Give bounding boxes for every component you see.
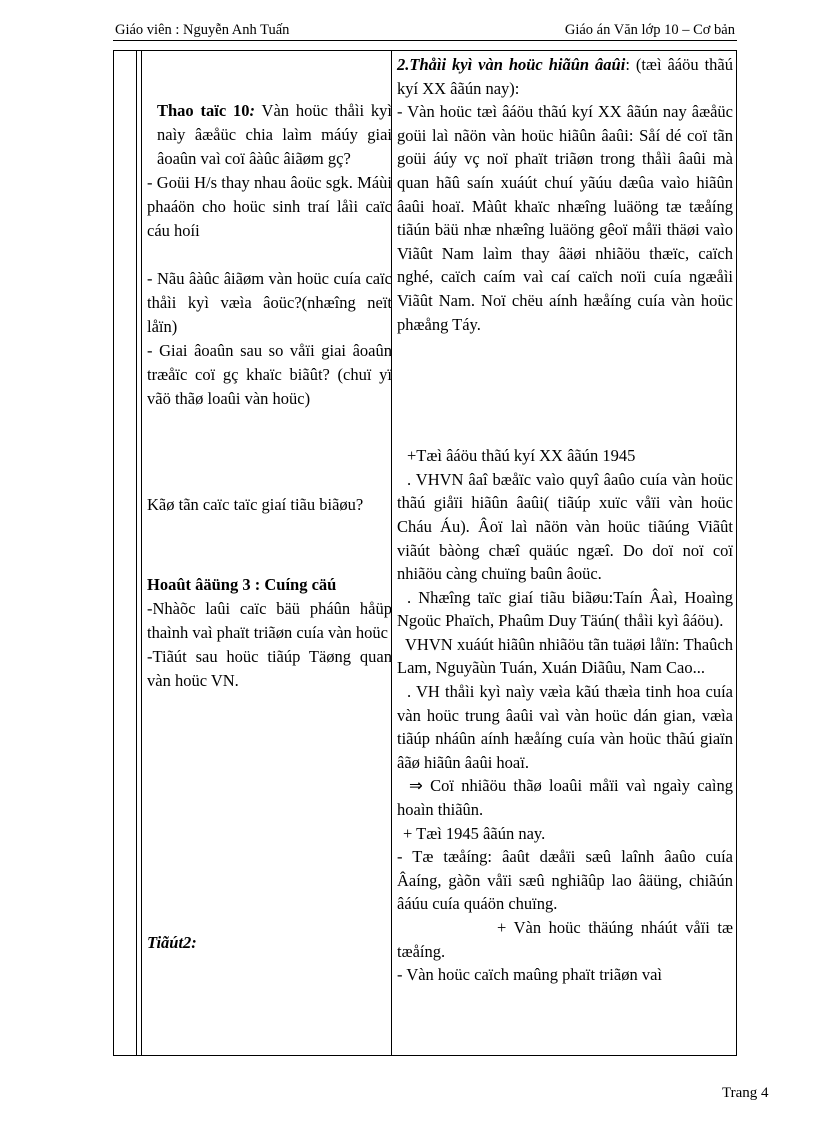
lesson-table bbox=[113, 50, 737, 1056]
content-column bbox=[397, 53, 733, 987]
conclusion-line: ⇒ Coï nhiãöu thãø loaûi måïi vaì ngaìy caìng hoaìn thiãûn. bbox=[397, 776, 733, 820]
right-paragraph: + Tæì 1945 âãún nay. bbox=[403, 823, 546, 843]
right-paragraph: - Vàn hoüc caïch maûng phaït triãøn vaì bbox=[397, 965, 662, 985]
lesson-subject: Giáo án Văn lớp 10 – Cơ bản bbox=[564, 22, 735, 38]
teacher-name: Giáo viên : Nguyễn Anh Tuấn bbox=[115, 22, 290, 38]
right-paragraph: . VH thåìi kyì naìy væìa kãú thæìa tinh hoa cuía vàn hoüc trung âaûi vaì vàn hoüc dán gian, væìa tiãúp nháûn aính hæåíng cuía vàn hoüc thãú giaïn âãø hiãûn âaûi hoaï. bbox=[397, 682, 733, 772]
left-paragraph: -Tiãút sau hoüc tiãúp Täøng quan vàn hoüc VN. bbox=[147, 647, 392, 690]
left-paragraph: - Goüi H/s thay nhau âoüc sgk. Máùi phaáön cho hoüc sinh traí låìi caïc cáu hoíi bbox=[147, 173, 392, 240]
arrow-icon: ⇒ bbox=[409, 776, 423, 796]
left-paragraph: - Nãu âàûc âiãøm vàn hoüc cuía caïc thåìi kyì væìa âoüc?(nhæîng neït låïn) bbox=[147, 269, 392, 336]
page-header bbox=[113, 22, 737, 41]
left-paragraph: -Nhàõc laûi caïc bäü pháûn håüp thaình vaì phaït triãøn cuía vàn hoüc bbox=[147, 599, 392, 642]
left-paragraph: Kãø tãn caïc taïc giaí tiãu biãøu? bbox=[147, 495, 364, 514]
left-paragraph: - Giai âoaûn sau so våïi giai âoaûn træåïc coï gç khaïc biãût? (chuï yï vãö thãø loaûi vàn hoüc) bbox=[147, 341, 392, 408]
section-heading: 2.Thåìi kyì vàn hoüc hiãûn âaûi: (tæì âáöu thãú kyí XX âãún nay): bbox=[397, 55, 733, 98]
page-number: Trang 4 bbox=[722, 1085, 769, 1101]
right-paragraph: - Vàn hoüc tæì âáöu thãú kyí XX âãún nay âæåüc goüi laì nãön vàn hoüc hiãûn âaûi: Såí dé coï tãn goüi áúy vç noï phaït triãøn trong thåìi âaûi mà quan hãû saín xuáút chuí yãúu dæûa vaìo hiãûn âaûi hoaï. Màût khaïc nhæîng luäöng tæ tæåíng tiãún bäü nhæ nhæîng luäöng gêoï måïi thäøi vaìo Viãût Nam laìm thay âäøi nhiãöu thæïc, caïch nghé, caïch caím vaì caí caïch noïi cuía ngæåìi Viãût Nam. Noï chëu aính hæåíng cuía vàn hoüc phæång Táy. bbox=[397, 102, 733, 334]
right-paragraph: VHVN xuáút hiãûn nhiãöu tãn tuäøi låïn: Thaûch Lam, Nguyãùn Tuán, Xuán Diãûu, Nam Cao... bbox=[397, 634, 733, 678]
table-divider bbox=[136, 51, 137, 1055]
teacher-activities-column bbox=[147, 99, 392, 955]
right-paragraph: +Tæì âáöu thãú kyí XX âãún 1945 bbox=[407, 446, 636, 466]
table-divider bbox=[141, 51, 142, 1055]
right-paragraph: + Vàn hoüc thäúng nháút våïi tæ tæåíng. bbox=[397, 918, 733, 961]
activity-3: Hoaût âäüng 3 : Cuíng cäú bbox=[147, 575, 337, 594]
right-paragraph: . VHVN âaî bæåïc vaìo quyî âaûo cuía vàn hoüc thãú giåïi hiãûn âaûi( tiãúp xuïc våïi vàn hoüc Cháu Áu). Âoï laì nãön vàn hoüc tiãúng Viãût viãút bàòng chæî quäúc ngæî. Do doï noï coï nhiãöu càng chuïng baûn âoüc. bbox=[397, 469, 733, 584]
right-paragraph: . Nhæîng taïc giaí tiãu biãøu:Taín Âaì, Hoaìng Ngoüc Phaïch, Phaûm Duy Täún( thåìi kyì âáöu). bbox=[397, 587, 733, 631]
activity-10: Thao taïc 10: Vàn hoüc thåìi kyì naìy âæåüc chia laìm máúy giai âoaûn vaì coï âàûc âiãøm gç? bbox=[157, 101, 392, 168]
right-paragraph: - Tæ tæåíng: âaût dæåïi sæû laînh âaûo cuía Âaíng, gàõn våïi sæû nghiãûp lao âäüng, chiãún âáúu cuía quáön chuïng. bbox=[397, 847, 733, 914]
period-label: Tiãút2: bbox=[147, 933, 197, 952]
